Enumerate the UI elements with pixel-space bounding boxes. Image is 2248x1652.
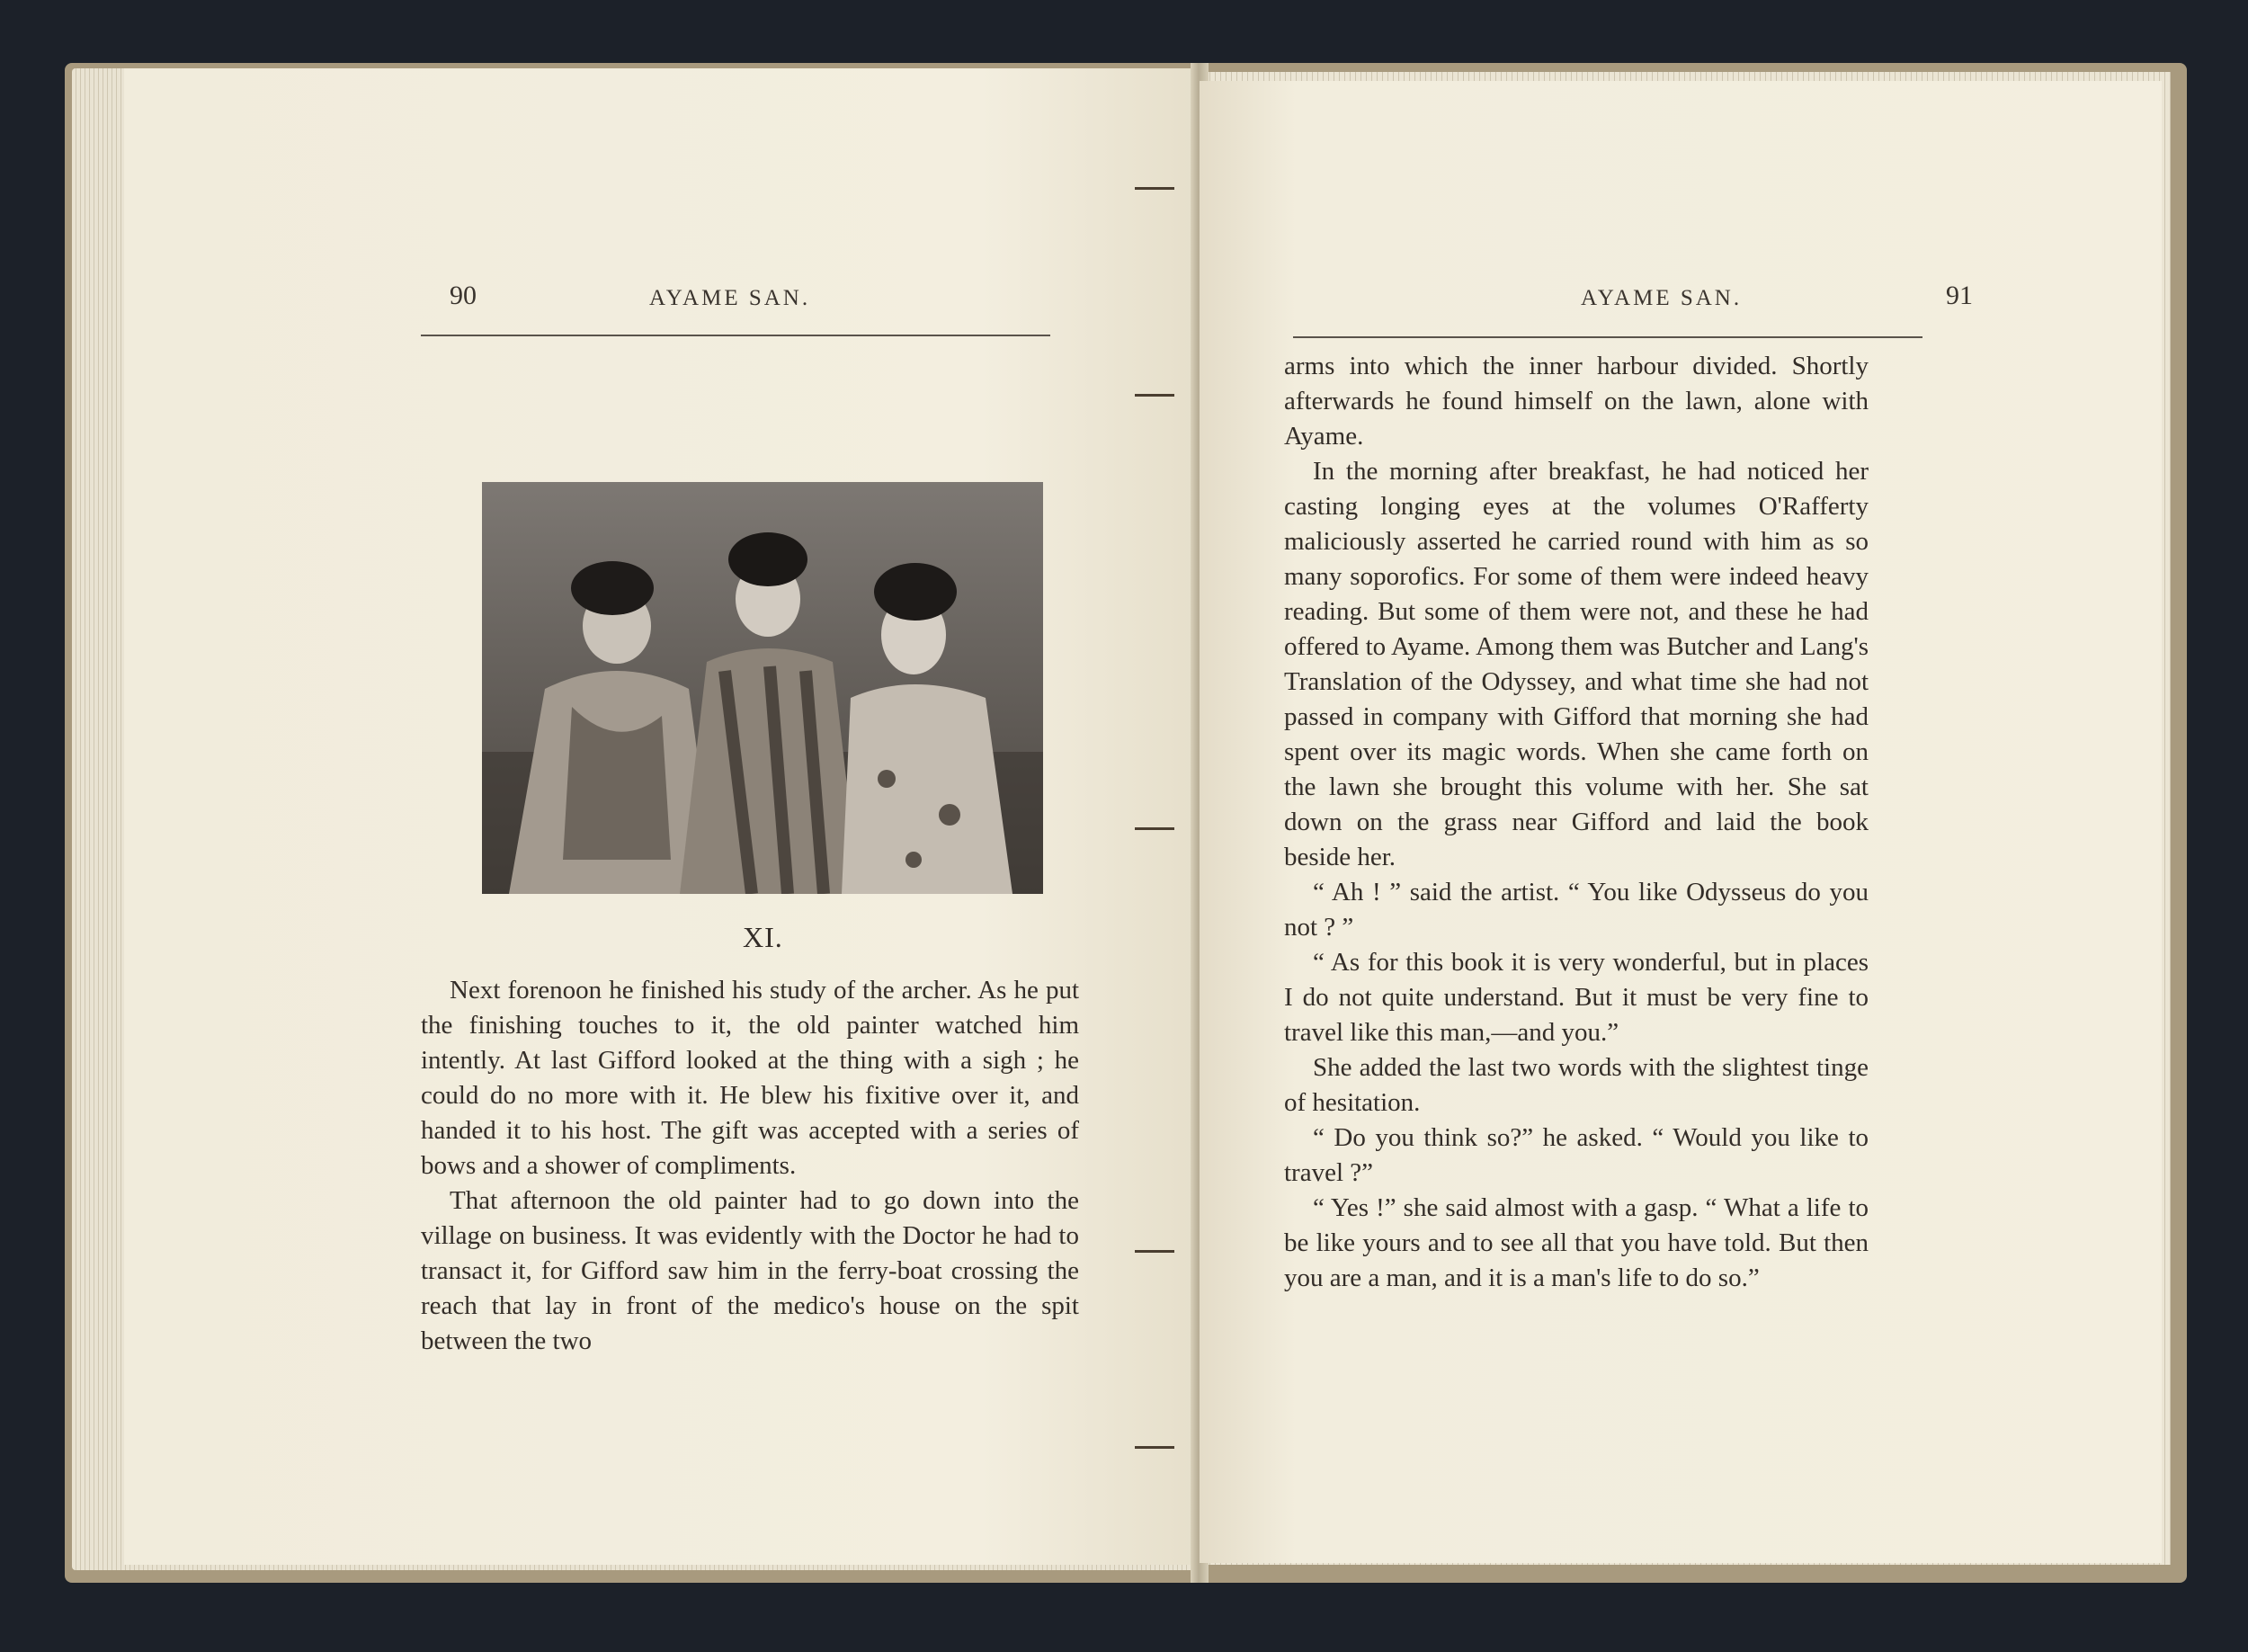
binding-stitch <box>1135 1446 1174 1449</box>
paragraph: Next forenoon he finished his study of the archer. As he put the finishing touches to it, the old painter watched him intently. At last Gifford looked at the thing with a sigh ; he could do no more with it. He blew his fixitive over it, and handed it to his host. The gift was accepted with a series of bows and a shower of compliments. <box>421 976 1079 1180</box>
three-women-photo-image <box>482 482 1043 894</box>
paragraph: In the morning after breakfast, he had noticed her casting longing eyes at the volumes O'Rafferty maliciously asserted he carried round with him as so many soporofics. For some of them were indeed heavy reading. But some of them were not, and these he had offered to Ayame. Among them was Butcher and Lang's Translation of the Odyssey, and what time she had not passed in company with Gifford that morning she had spent over its magic words. When she came forth on the lawn she brought this volume with her. She sat down on the grass near Gifford and laid the book beside her. <box>1284 457 1869 871</box>
paragraph: “ Do you think so?” he asked. “ Would you like to travel ?” <box>1284 1123 1869 1187</box>
binding-stitch <box>1135 187 1174 190</box>
paragraph: That afternoon the old painter had to go down into the village on business. It was evidently with the Doctor he had to transact it, for Gifford saw him in the ferry-boat crossing the reach that lay in front of the medico's house on the spit between the two <box>421 1186 1079 1355</box>
right-page-number: 91 <box>1946 281 1973 310</box>
left-header-rule <box>421 335 1050 336</box>
paragraph: “ Ah ! ” said the artist. “ You like Odysseus do you not ? ” <box>1284 878 1869 942</box>
left-running-head: AYAME SAN. <box>649 286 811 310</box>
open-book <box>65 63 2187 1583</box>
right-header-rule <box>1293 336 1922 338</box>
paragraph: “ Yes !” she said almost with a gasp. “ What a life to be like yours and to see all that you have told. But then you are a man, and it is a man's life to do so.” <box>1284 1193 1869 1292</box>
paragraph: She added the last two words with the slightest tinge of hesitation. <box>1284 1053 1869 1117</box>
right-running-head: AYAME SAN. <box>1581 286 1743 310</box>
paragraph: “ As for this book it is very wonderful, but in places I do not quite understand. But it must be very fine to travel like this man,—and you.” <box>1284 948 1869 1047</box>
paragraph-continued: arms into which the inner harbour divided. Shortly afterwards he found himself on the lawn, alone with Ayame. <box>1284 352 1869 451</box>
binding-stitch <box>1135 1250 1174 1253</box>
binding-stitch <box>1135 827 1174 830</box>
binding-stitch <box>1135 394 1174 397</box>
chapter-heading: XI. <box>743 921 783 953</box>
left-page <box>124 68 1196 1565</box>
right-page <box>1200 81 2162 1563</box>
left-page-text <box>421 973 1079 1359</box>
illustration-photo <box>482 482 1043 894</box>
right-page-text <box>1284 349 1869 1296</box>
left-page-number: 90 <box>450 281 477 310</box>
